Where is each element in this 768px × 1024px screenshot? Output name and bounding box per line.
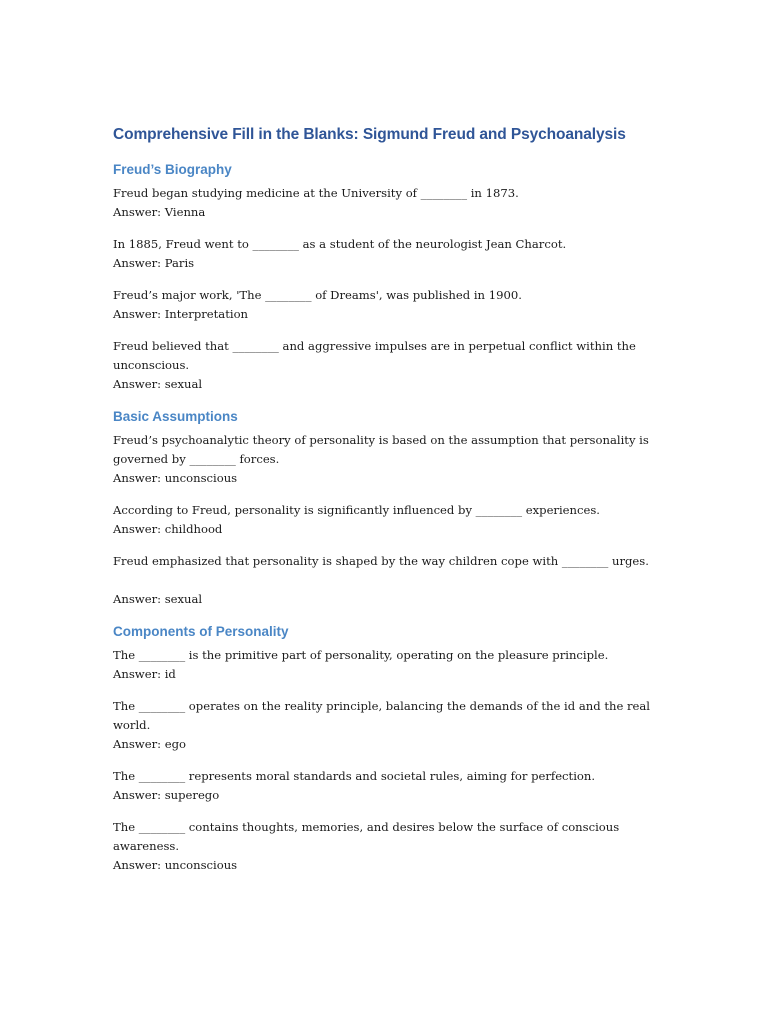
answer-text: Answer: Interpretation xyxy=(113,307,249,321)
answer-text: Answer: Vienna xyxy=(113,205,206,219)
section-basic-assumptions xyxy=(113,407,658,609)
answer-text: Answer: ego xyxy=(113,737,186,751)
question-text: The ________ operates on the reality principle, balancing the demands of the id and the real world. xyxy=(113,699,651,732)
question-text: Freud’s psychoanalytic theory of personality is based on the assumption that personality is governed by ________ forces. xyxy=(113,433,649,466)
question-item xyxy=(113,501,658,539)
question-item xyxy=(113,184,658,222)
answer-text: Answer: childhood xyxy=(113,522,223,536)
question-text: Freud began studying medicine at the University of ________ in 1873. xyxy=(113,186,519,200)
question-item xyxy=(113,646,658,684)
question-item xyxy=(113,767,658,805)
question-text: Freud believed that ________ and aggressive impulses are in perpetual conflict within the unconscious. xyxy=(113,339,636,372)
answer-text: Answer: sexual xyxy=(113,592,203,606)
document-page xyxy=(113,124,658,888)
question-text: According to Freud, personality is significantly influenced by ________ experiences. xyxy=(113,503,600,517)
document-title: Comprehensive Fill in the Blanks: Sigmund Freud and Psychoanalysis xyxy=(113,126,626,143)
question-item xyxy=(113,235,658,273)
answer-text: Answer: superego xyxy=(113,788,220,802)
blank-line xyxy=(113,571,658,590)
answer-text: Answer: unconscious xyxy=(113,471,238,485)
question-item xyxy=(113,552,658,609)
question-text: The ________ contains thoughts, memories, and desires below the surface of conscious awareness. xyxy=(113,820,620,853)
answer-text: Answer: sexual xyxy=(113,377,203,391)
question-text: Freud emphasized that personality is shaped by the way children cope with ________ urges. xyxy=(113,554,649,568)
answer-text: Answer: unconscious xyxy=(113,858,238,872)
question-item xyxy=(113,431,658,488)
answer-text: Answer: id xyxy=(113,667,176,681)
answer-text: Answer: Paris xyxy=(113,256,195,270)
section-biography xyxy=(113,160,658,394)
section-components xyxy=(113,622,658,875)
question-text: In 1885, Freud went to ________ as a student of the neurologist Jean Charcot. xyxy=(113,237,567,251)
question-text: The ________ is the primitive part of personality, operating on the pleasure principle. xyxy=(113,648,609,662)
question-item xyxy=(113,337,658,394)
section-heading: Components of Personality xyxy=(113,624,289,639)
question-item xyxy=(113,697,658,754)
question-text: The ________ represents moral standards and societal rules, aiming for perfection. xyxy=(113,769,596,783)
question-item xyxy=(113,818,658,875)
section-heading: Basic Assumptions xyxy=(113,409,238,424)
question-item xyxy=(113,286,658,324)
section-heading: Freud’s Biography xyxy=(113,162,232,177)
question-text: Freud’s major work, 'The ________ of Dreams', was published in 1900. xyxy=(113,288,522,302)
